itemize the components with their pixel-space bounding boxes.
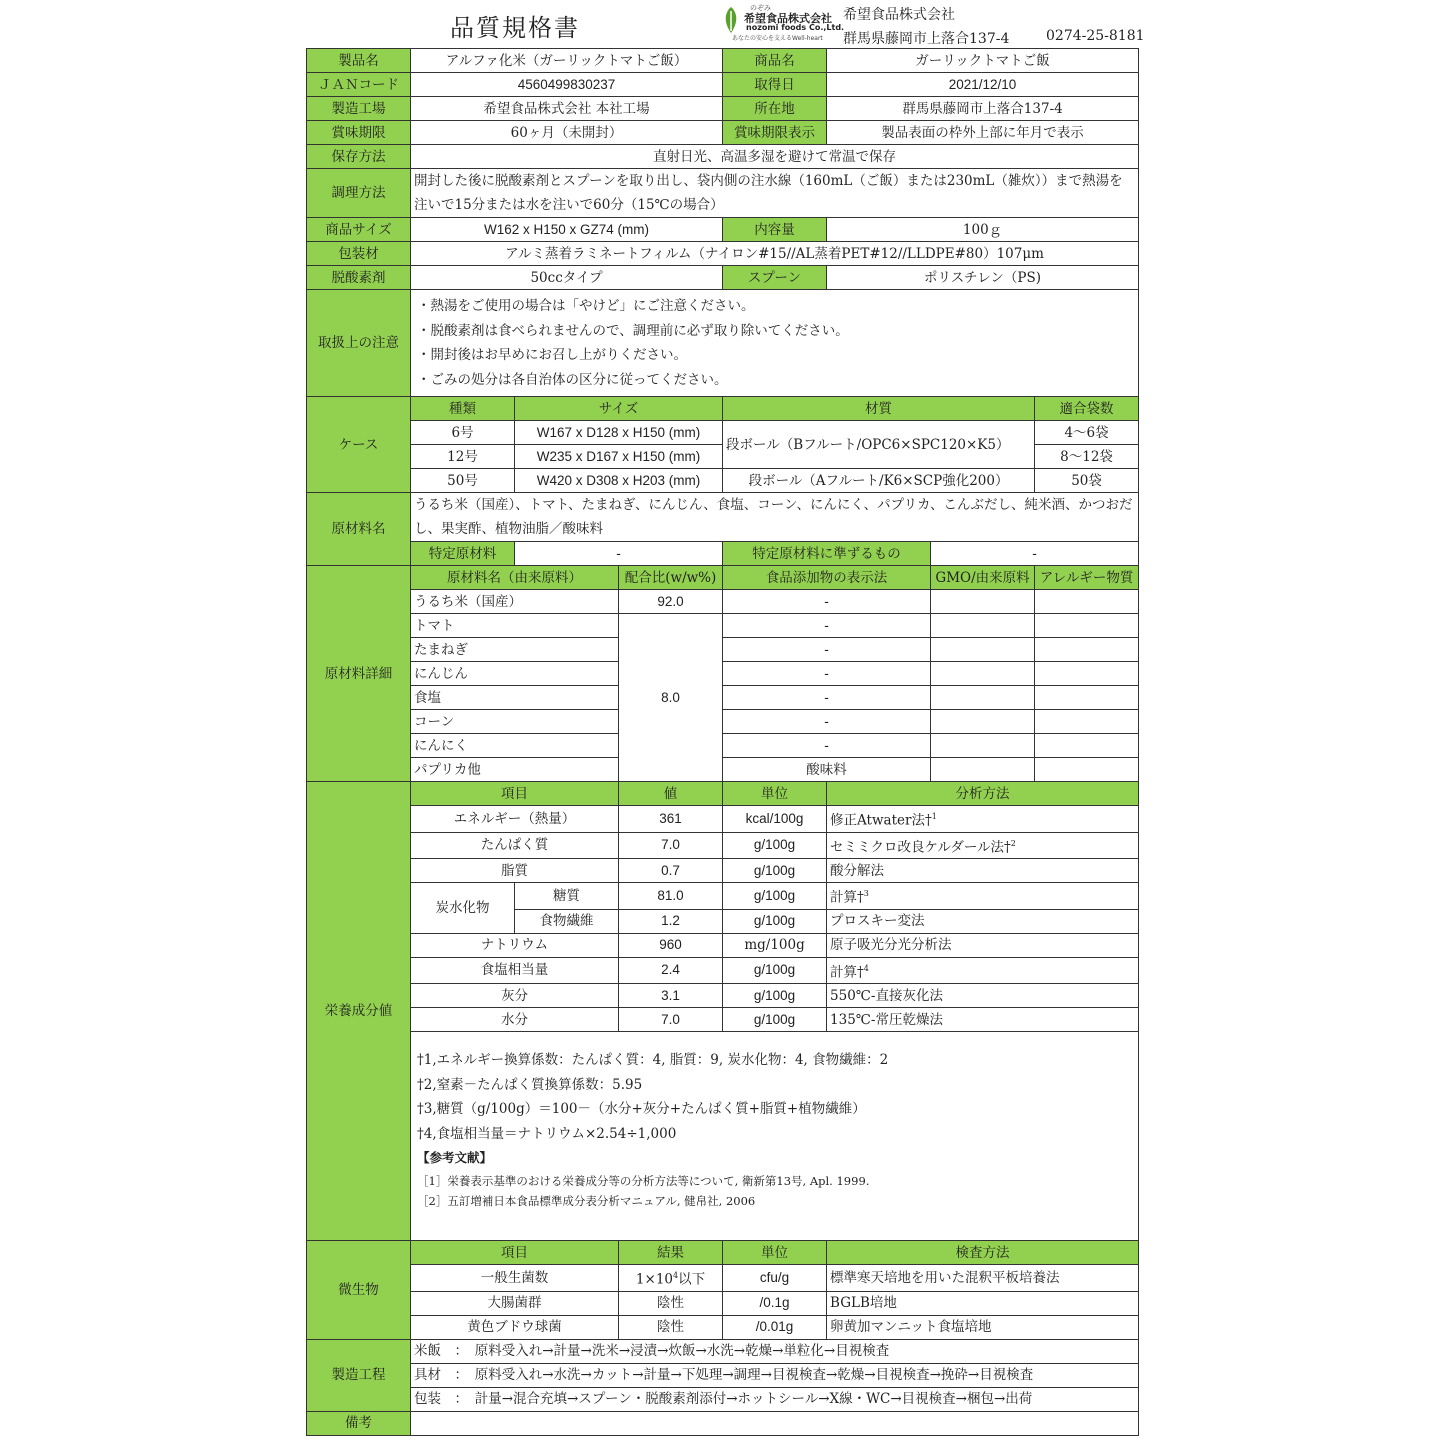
process-line [411,1387,1139,1411]
remarks-row [307,1411,1139,1435]
detail-additive: - [723,590,931,614]
case-header-row [307,397,1139,421]
handling-line: ・脱酸素剤は食べられませんので、調理前に必ず取り除いてください。 [417,322,849,339]
acquired-date: 2021/12/10 [827,73,1139,97]
row-shelf-life [307,121,1139,145]
logo-en-name: nozomi foods Co.,Ltd. [746,23,845,32]
case-header-type: 種類 [411,397,515,421]
row-packaging [307,242,1139,266]
factory-label: 製造工場 [307,97,411,121]
micro-unit: /0.1g [723,1291,827,1315]
case-row [307,469,1139,493]
case-header-material: 材質 [723,397,1035,421]
nutrient-value: 7.0 [619,1008,723,1032]
nutrient-method: プロスキー変法 [827,909,1139,933]
nutrient-unit: g/100g [723,859,827,883]
detail-header-allergy: アレルギー物質 [1035,566,1139,590]
oxy-label: 脱酸素剤 [307,266,411,290]
nutrient-value: 0.7 [619,859,723,883]
shelf-label: 賞味期限 [307,121,411,145]
ingredients-label: 原材料名 [307,493,411,566]
process-sep: ： [454,1343,462,1359]
cooking-method: 開封した後に脱酸素剤とスプーンを取り出し、袋内側の注水線（160mL（ご飯）または230mL（雑炊））まで熱湯を注いで15分または水を注いで60分（15℃の場合） [411,169,1139,218]
leaf-icon [722,5,740,35]
nutrient-method: 原子吸光分光分析法 [827,933,1139,957]
detail-name: コーン [411,710,619,734]
process-line [411,1339,1139,1363]
nutrient-method [827,883,1139,910]
nutrient-unit: g/100g [723,1008,827,1032]
nutrient-method [827,832,1139,859]
spoon-label: スプーン [723,266,827,290]
micro-unit: cfu/g [723,1265,827,1292]
carb-label: 炭水化物 [411,883,515,934]
detail-allergy [1035,662,1139,686]
nutrient-name: 糖質 [515,883,619,910]
process-sep: ： [454,1391,462,1407]
micro-row [307,1265,1139,1292]
remarks-value [411,1411,1139,1435]
micro-method: 卵黄加マンニット食塩培地 [827,1315,1139,1339]
detail-allergy [1035,710,1139,734]
detail-allergy [1035,614,1139,638]
nutrient-method [827,806,1139,833]
detail-additive: - [723,734,931,758]
detail-gmo [931,710,1035,734]
nutrient-unit: mg/100g [723,933,827,957]
company-name: 希望食品株式会社 [843,7,955,23]
detail-gmo [931,758,1035,782]
references-title: 【参考文献】 [417,1150,493,1165]
process-steps: 計量→混合充填→スプーン・脱酸素剤添付→ホットシール→X線・WC→目視検査→梱包→出荷 [474,1391,1033,1407]
nutrition-row [307,984,1139,1008]
packaging: アルミ蒸着ラミネートフィルム（ナイロン#15//AL蒸着PET#12//LLDPE#80）107μm [411,242,1139,266]
row-jan [307,73,1139,97]
nutrient-value: 960 [619,933,723,957]
method-text: 計算† [830,889,864,906]
detail-allergy [1035,638,1139,662]
case-count: 8～12袋 [1035,445,1139,469]
handling-line: ・開封後はお早めにお召し上がりください。 [417,347,687,363]
detail-label: 原材料詳細 [307,566,411,782]
detail-allergy [1035,686,1139,710]
process-steps: 原料受入れ→水洗→カット→計量→下処理→調理→目視検査→乾燥→目視検査→挽砕→目視検査 [474,1367,1034,1383]
spoon-material: ポリスチレン（PS) [827,266,1139,290]
footnote-mark: 2 [1010,838,1016,848]
detail-gmo [931,638,1035,662]
footnote: †4,食塩相当量＝ナトリウム×2.54÷1,000 [417,1125,677,1142]
detail-header-name: 原材料名（由来原料） [411,566,619,590]
case-row [307,421,1139,445]
method-text: 計算† [830,964,864,980]
process-row [307,1363,1139,1387]
content-amount: 100ｇ [827,218,1139,242]
footnote: †2,窒素－たんぱく質換算係数：5.95 [417,1076,643,1093]
detail-header-gmo: GMO/由来原料 [931,566,1035,590]
micro-unit: /0.01g [723,1315,827,1339]
location: 群馬県藤岡市上落合137-4 [827,97,1139,121]
nutrient-value: 3.1 [619,984,723,1008]
micro-result: 陰性 [619,1315,723,1339]
date-label: 取得日 [723,73,827,97]
case-header-count: 適合袋数 [1035,397,1139,421]
footnote: †3,糖質（g/100g）＝100－（水分+灰分+たんぱく質+脂質+植物繊維） [417,1101,866,1117]
detail-row [307,734,1139,758]
case-material: 段ボール（Aフルート/K6×SCP強化200） [723,469,1035,493]
process-label: 製造工程 [307,1339,411,1411]
case-header-size: サイズ [515,397,723,421]
nutrient-method [827,957,1139,984]
company-tel: 0274-25-8181 [1046,28,1145,44]
detail-header-ratio: 配合比(w/w%) [619,566,723,590]
nutrition-row [307,806,1139,833]
row-cooking [307,169,1139,218]
handling-line: ・ごみの処分は各自治体の区分に従ってください。 [417,371,728,388]
case-size: W420 x D308 x H203 (mm) [515,469,723,493]
detail-gmo [931,734,1035,758]
micro-label: 微生物 [307,1241,411,1340]
nutrition-row [307,859,1139,883]
storage-label: 保存方法 [307,145,411,169]
detail-gmo [931,614,1035,638]
detail-gmo [931,662,1035,686]
micro-result [619,1265,723,1292]
detail-name: 食塩 [411,686,619,710]
footnote-mark: 4 [863,963,869,973]
detail-name: にんじん [411,662,619,686]
spec-table [306,48,1139,1436]
micro-result: 陰性 [619,1291,723,1315]
detail-header-row [307,566,1139,590]
detail-row [307,686,1139,710]
nutrition-footnotes-row [307,1032,1139,1241]
company-logo [722,3,845,43]
detail-gmo [931,590,1035,614]
micro-row [307,1291,1139,1315]
nutrient-unit: g/100g [723,883,827,910]
nutrient-name: 食物繊維 [515,909,619,933]
nutrient-unit: g/100g [723,984,827,1008]
location-label: 所在地 [723,97,827,121]
nutrition-label: 栄養成分値 [307,782,411,1241]
nutrient-name: 水分 [411,1008,619,1032]
allergen2-value: - [931,542,1139,566]
result-base: 1×10 [635,1271,674,1288]
detail-row [307,614,1139,638]
allergen-value: - [515,542,723,566]
case-type: 50号 [411,469,515,493]
detail-ratio: 92.0 [619,590,723,614]
nutrient-unit: kcal/100g [723,806,827,833]
detail-row [307,590,1139,614]
micro-item: 黄色ブドウ球菌 [411,1315,619,1339]
nutrient-value: 7.0 [619,832,723,859]
nutrition-row [307,957,1139,984]
nutrient-unit: g/100g [723,957,827,984]
nutrition-header-value: 値 [619,782,723,806]
micro-method: BGLB培地 [827,1291,1139,1315]
micro-row [307,1315,1139,1339]
shelf-life: 60ヶ月（未開封） [411,121,723,145]
ingredients-text: うるち米（国産）、トマト、たまねぎ、にんじん、食塩、コーン、にんにく、パプリカ、こんぶだし、純米酒、かつおだし、果実酢、植物油脂／酸味料 [411,493,1139,542]
nutrient-name: たんぱく質 [411,832,619,859]
process-name: 米飯 [414,1343,441,1359]
footnote-mark: 3 [863,889,869,898]
nutrient-value: 361 [619,806,723,833]
handling-notes [411,290,1139,397]
logo-reading: のぞみ [750,4,771,12]
row-product-name [307,49,1139,73]
detail-ratio: 8.0 [619,614,723,782]
nutrition-header-item: 項目 [411,782,619,806]
detail-name: たまねぎ [411,638,619,662]
content-label: 内容量 [723,218,827,242]
result-exponent: 4 [673,1271,679,1280]
result-tail: 以下 [678,1271,706,1288]
process-steps: 原料受入れ→計量→洗米→浸漬→炊飯→水洗→乾燥→単粒化→目視検査 [474,1343,890,1359]
detail-row [307,710,1139,734]
cooking-label: 調理方法 [307,169,411,218]
detail-additive: - [723,638,931,662]
process-row [307,1387,1139,1411]
detail-allergy [1035,590,1139,614]
nutrition-header-unit: 単位 [723,782,827,806]
detail-name: うるち米（国産） [411,590,619,614]
detail-additive: - [723,710,931,734]
remarks-label: 備考 [307,1411,411,1435]
nutrition-footnotes [411,1032,1139,1241]
method-text: セミミクロ改良ケルダール法† [830,839,1011,855]
document-title: 品質規格書 [450,14,580,42]
shelf-display: 製品表面の枠外上部に年月で表示 [827,121,1139,145]
detail-gmo [931,686,1035,710]
detail-row [307,638,1139,662]
item-name: ガーリックトマトご飯 [827,49,1139,73]
nutrient-name: エネルギー（熱量） [411,806,619,833]
nutrient-name: 食塩相当量 [411,957,619,984]
micro-item: 一般生菌数 [411,1265,619,1292]
detail-allergy [1035,734,1139,758]
jan-code: 4560499830237 [411,73,723,97]
case-type: 12号 [411,445,515,469]
micro-header-method: 検査方法 [827,1241,1139,1265]
nutrition-row [307,883,1139,910]
micro-header-result: 結果 [619,1241,723,1265]
row-storage [307,145,1139,169]
row-factory [307,97,1139,121]
nutrient-name: 灰分 [411,984,619,1008]
process-name: 包装 [414,1391,441,1407]
nutrient-unit: g/100g [723,909,827,933]
case-size: W167 x D128 x H150 (mm) [515,421,723,445]
logo-jp-name: 希望食品株式会社 [744,12,832,25]
nutrient-value: 2.4 [619,957,723,984]
case-material: 段ボール（Bフルート/OPC6×SPC120×K5） [723,421,1035,469]
nutrition-header-method: 分析方法 [827,782,1139,806]
shelf-display-label: 賞味期限表示 [723,121,827,145]
size-label: 商品サイズ [307,218,411,242]
nutrient-method: 酸分解法 [827,859,1139,883]
micro-item: 大腸菌群 [411,1291,619,1315]
process-sep: ： [454,1367,462,1383]
nutrient-unit: g/100g [723,832,827,859]
micro-header-unit: 単位 [723,1241,827,1265]
detail-row [307,758,1139,782]
nutrition-row [307,832,1139,859]
reference: ［1］栄養表示基準のおける栄養成分等の分析方法等について, 衛新第13号, Apl. 1999. [417,1173,870,1188]
process-row [307,1339,1139,1363]
logo-tagline: あなたの安心を支えるWell-heart [732,35,823,42]
allergen-label: 特定原材料 [411,542,515,566]
oxy-type: 50ccタイプ [411,266,723,290]
case-size: W235 x D167 x H150 (mm) [515,445,723,469]
case-count: 4～6袋 [1035,421,1139,445]
detail-additive: - [723,662,931,686]
nutrition-row [307,933,1139,957]
nutrition-row [307,1008,1139,1032]
micro-header-item: 項目 [411,1241,619,1265]
ingredients-row [307,493,1139,542]
process-line [411,1363,1139,1387]
detail-name: にんにく [411,734,619,758]
nutrient-name: 脂質 [411,859,619,883]
allergen2-label: 特定原材料に準ずるもの [723,542,931,566]
detail-allergy [1035,758,1139,782]
nutrient-name: ナトリウム [411,933,619,957]
detail-additive: 酸味料 [723,758,931,782]
row-size [307,218,1139,242]
product-name: アルファ化米（ガーリックトマトご飯） [411,49,723,73]
nutrient-method: 550℃-直接灰化法 [827,984,1139,1008]
reference: ［2］五訂増補日本食品標準成分表分析マニュアル, 健帛社, 2006 [417,1193,756,1208]
product-name-label: 製品名 [307,49,411,73]
factory: 希望食品株式会社 本社工場 [411,97,723,121]
micro-method: 標準寒天培地を用いた混釈平板培養法 [827,1265,1139,1292]
method-text: 修正Atwater法† [830,812,932,829]
detail-additive: - [723,686,931,710]
storage: 直射日光、高温多湿を避けて常温で保存 [411,145,1139,169]
nutrient-value: 1.2 [619,909,723,933]
detail-name: トマト [411,614,619,638]
nutrition-header-row [307,782,1139,806]
footnote: †1,エネルギー換算係数：たんぱく質：4, 脂質：9, 炭水化物：4, 食物繊維：2 [417,1052,889,1068]
product-size: W162 x H150 x GZ74 (mm) [411,218,723,242]
nutrient-method: 135℃-常圧乾燥法 [827,1008,1139,1032]
row-handling [307,290,1139,397]
detail-name: パプリカ他 [411,758,619,782]
case-count: 50袋 [1035,469,1139,493]
allergen-row [307,542,1139,566]
handling-line: ・熱湯をご使用の場合は「やけど」にご注意ください。 [417,298,755,314]
item-name-label: 商品名 [723,49,827,73]
company-address: 群馬県藤岡市上落合137-4 [843,31,1010,47]
micro-header-row [307,1241,1139,1265]
detail-row [307,662,1139,686]
case-type: 6号 [411,421,515,445]
detail-header-additive: 食品添加物の表示法 [723,566,931,590]
packaging-label: 包装材 [307,242,411,266]
process-name: 具材 [414,1367,441,1383]
row-oxygen-absorber [307,266,1139,290]
handling-label: 取扱上の注意 [307,290,411,397]
jan-label: ＪＡＮコード [307,73,411,97]
nutrient-value: 81.0 [619,883,723,910]
case-label: ケース [307,397,411,493]
footnote-mark: 1 [931,812,937,821]
detail-additive: - [723,614,931,638]
